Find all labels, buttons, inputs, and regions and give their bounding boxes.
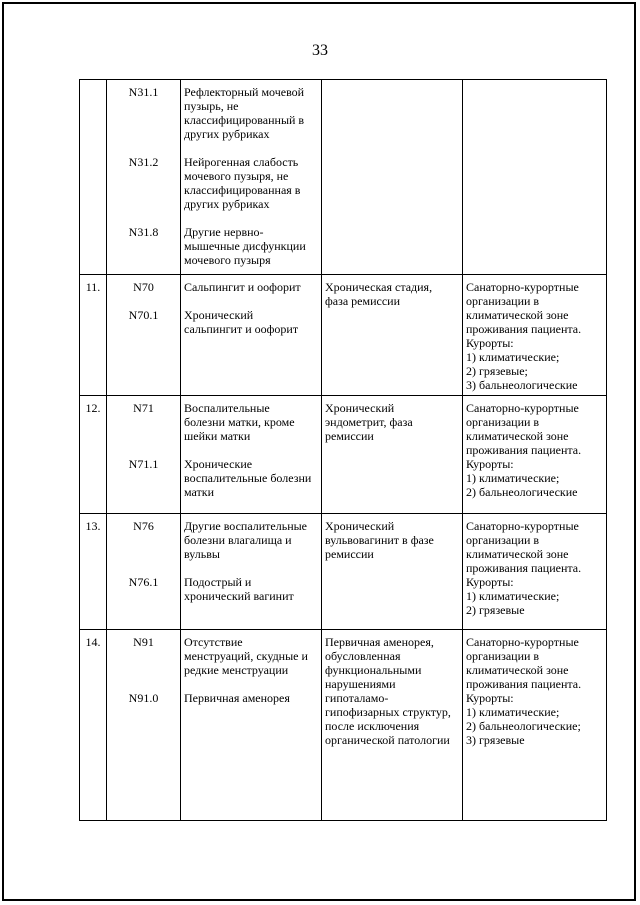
treatment-conditions: Санаторно-курортные организации в климатической зоне проживания пациента. Курорты: 1) климатические; 2) грязевые; 3) бальнеологические [463, 275, 607, 396]
icd-codes [107, 630, 181, 821]
icd-code: N91.0 [128, 691, 159, 705]
icd-code: N71 [133, 401, 154, 415]
diagnosis-names [181, 514, 322, 630]
diagnosis-names [181, 275, 322, 396]
diagnosis-name: Хронические воспалительные болезни матки [184, 457, 312, 499]
table-row [80, 80, 607, 275]
row-number: 13. [80, 514, 107, 630]
icd-code: N31.8 [128, 225, 159, 239]
diagnosis-name: Первичная аменорея [184, 691, 290, 705]
diagnosis-table [79, 79, 607, 821]
diagnosis-names [181, 630, 322, 821]
diagnosis-name: Хронический сальпингит и оофорит [184, 308, 299, 336]
disease-phase [322, 80, 463, 275]
diagnosis-name: Сальпингит и оофорит [184, 280, 301, 294]
diagnosis-name: Отсутствие менструаций, скудные и редкие менструации [184, 635, 308, 677]
icd-codes [107, 80, 181, 275]
icd-code: N76 [133, 519, 154, 533]
treatment-conditions: Санаторно-курортные организации в климатической зоне проживания пациента. Курорты: 1) климатические; 2) бальнеологические [463, 396, 607, 514]
icd-codes [107, 275, 181, 396]
icd-code: N91 [133, 635, 154, 649]
row-number: 14. [80, 630, 107, 821]
row-number [80, 80, 107, 275]
row-number: 12. [80, 396, 107, 514]
disease-phase: Хронический вульвовагинит в фазе ремиссии [322, 514, 463, 630]
icd-codes [107, 396, 181, 514]
icd-code: N70 [133, 280, 154, 294]
table-row [80, 514, 607, 630]
icd-code: N71.1 [128, 457, 159, 471]
icd-codes [107, 514, 181, 630]
table-row [80, 630, 607, 821]
treatment-conditions: Санаторно-курортные организации в климатической зоне проживания пациента. Курорты: 1) климатические; 2) грязевые [463, 514, 607, 630]
treatment-conditions [463, 80, 607, 275]
page-number: 33 [312, 42, 328, 59]
diagnosis-name: Другие воспалительные болезни влагалища и вульвы [184, 519, 308, 561]
diagnosis-names [181, 396, 322, 514]
icd-code: N31.2 [128, 155, 159, 169]
diagnosis-name: Рефлекторный мочевой пузырь, не классифицированный в других рубриках [184, 85, 305, 141]
table-row [80, 275, 607, 396]
diagnosis-name: Воспалительные болезни матки, кроме шейки матки [184, 401, 295, 443]
diagnosis-name: Нейрогенная слабость мочевого пузыря, не классифицированная в других рубриках [184, 155, 301, 211]
disease-phase: Хронический эндометрит, фаза ремиссии [322, 396, 463, 514]
table-row [80, 396, 607, 514]
diagnosis-names [181, 80, 322, 275]
disease-phase: Первичная аменорея, обусловленная функциональными нарушениями гипоталамо- гипофизарных структур, после исключения органической патологии [322, 630, 463, 821]
disease-phase: Хроническая стадия, фаза ремиссии [322, 275, 463, 396]
icd-code: N76.1 [128, 575, 159, 589]
diagnosis-name: Подострый и хронический вагинит [184, 575, 294, 603]
treatment-conditions: Санаторно-курортные организации в климатической зоне проживания пациента. Курорты: 1) климатические; 2) бальнеологические; 3) грязевые [463, 630, 607, 821]
row-number: 11. [80, 275, 107, 396]
icd-code: N70.1 [128, 308, 159, 322]
diagnosis-name: Другие нервно- мышечные дисфункции мочевого пузыря [184, 225, 306, 267]
icd-code: N31.1 [128, 85, 159, 99]
